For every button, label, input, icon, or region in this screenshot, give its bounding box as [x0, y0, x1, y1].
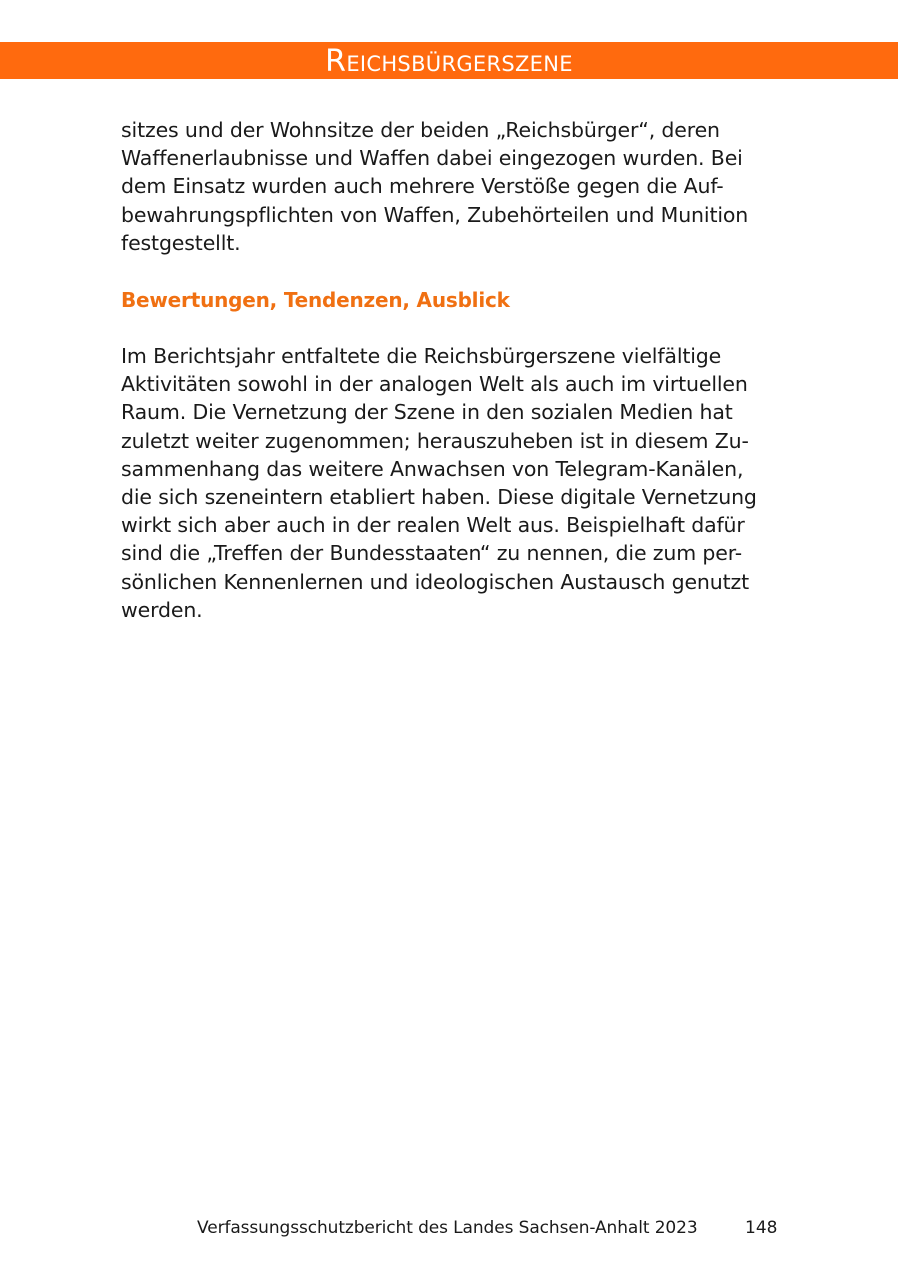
text-line: sammenhang das weitere Anwachsen von Telegram-Kanälen, [121, 456, 744, 481]
text-line: sitzes und der Wohnsitze der beiden „Reichsbürger“, deren [121, 118, 720, 142]
text-line: festgestellt. [121, 230, 241, 255]
footer-publication-title: Verfassungsschutzbericht des Landes Sachsen-Anhalt 2023 [197, 1218, 698, 1238]
body-paragraph [121, 342, 781, 624]
text-line: werden. [121, 597, 203, 622]
text-line: sönlichen Kennenlernen und ideologischen Austausch genutzt [121, 569, 749, 594]
text-line: wirkt sich aber auch in der realen Welt aus. Beispielhaft dafür [121, 513, 745, 538]
text-line: zuletzt weiter zugenommen; herauszuheben ist in diesem Zu- [121, 428, 749, 453]
text-line: bewahrungspflichten von Waffen, Zubehörteilen und Munition [121, 202, 749, 227]
page-footer [0, 1214, 900, 1242]
text-line: Raum. Die Vernetzung der Szene in den sozialen Medien hat [121, 400, 733, 425]
page-content [121, 116, 781, 624]
text-line: Im Berichtsjahr entfaltete die Reichsbürgerszene vielfältige [121, 344, 722, 369]
text-line: die sich szeneintern etabliert haben. Diese digitale Vernetzung [121, 485, 757, 510]
text-line: Aktivitäten sowohl in der analogen Welt als auch im virtuellen [121, 372, 748, 397]
body-paragraph [121, 116, 781, 257]
section-title: Reichsbürgerszene [325, 44, 573, 79]
text-line: Waffenerlaubnisse und Waffen dabei eingezogen wurden. Bei [121, 146, 743, 171]
text-line: sind die „Treffen der Bundesstaaten“ zu nennen, die zum per- [121, 541, 742, 566]
page-number: 148 [745, 1218, 778, 1238]
text-line: dem Einsatz wurden auch mehrere Verstöße gegen die Auf- [121, 174, 724, 199]
section-heading: Bewertungen, Tendenzen, Ausblick [121, 288, 510, 313]
section-header-band [0, 42, 898, 79]
